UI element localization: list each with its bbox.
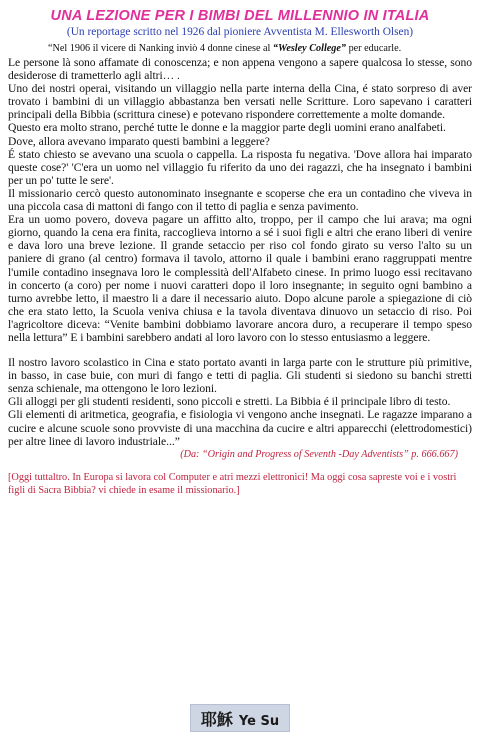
paragraph: Questo era molto strano, perché tutte le donne e la maggior parte degli uomini erano analfabeti. (8, 121, 446, 135)
article-title: UNA LEZIONE PER I BIMBI DEL MILLENNIO IN ITALIA (50, 8, 430, 24)
intro-line (8, 42, 472, 55)
paragraph: Uno dei nostri operai, visitando un villaggio nella parte interna della Cina, é stato sorpreso di aver trovato i bambini di un villaggio abbastanza ben versati nelle Scritture. Loro sapevano i caratteri principali della Bibbia (scrittura cinese) e potevano rispondere correttemente a molte domande. (8, 82, 472, 122)
logo-area (0, 704, 480, 732)
intro-college: “Wesley College” (272, 43, 347, 54)
editor-note: [Oggi tuttaltro. In Europa si lavora col Computer e atri mezzi elettronici! Ma oggi cosa sapreste voi e i vostri figli di Sacra Bibbia? vi chiede in esame il missionario.] (8, 471, 457, 496)
paragraph: Era un uomo povero, doveva pagare un affitto alto, troppo, per il campo che lui arava; ma ogni giorno, quando la cena era finita, raccoglieva intorno a sé i suoi figli e altri che erano liberi di venire e dava loro una breve lezione. Il grande setaccio per riso col fondo girato su verso l'alto su un paniere di grano (al centro) formava il tavolo, attorno il quale i bambini erano raggruppati mentre l'umile contadino insegnava loro le complessità dell'Alfabeto cinese. In primo luogo essi recitavano in concerto (a coro) per nome i nuovi caratteri dopo il loro insegnante; in seguito ogni bambino a turno avrebbe letto, il maestro li a dare il necessario aiuto. Dopo alcune parole a spiegazione di ciò che era stato letto, la Scuola veniva chiusa e la tavola diventava dinuovo un setaccio di riso. Poi l'agricoltore diceva: “Venite bambini dobbiamo lavorare ancora duro, a recuperare il tempo speso nella lettura” E i bambini sarebbero andati al loro lavoro con lo stesso entusiasmo a leggere. (8, 213, 472, 344)
paragraph: Gli alloggi per gli studenti residenti, sono piccoli e stretti. La Bibbia é il principale libro di testo. (8, 395, 451, 409)
logo-chinese: 耶穌 (200, 710, 233, 729)
paragraph: Dove, allora avevano imparato questi bambini a leggere? (8, 134, 270, 148)
paragraph: Il nostro lavoro scolastico in Cina e stato portato avanti in larga parte con le strutture più primitive, in basso, in case buie, con muri di fango e tetti di paglia. Gli studenti si siedono su banchi stretti senza schienale, ma ottengono le loro lezioni. (8, 356, 472, 396)
yesu-logo (190, 704, 290, 732)
logo-latin: Ye Su (238, 714, 280, 729)
paragraph: Gli elementi di aritmetica, geografia, e fisiologia vi vengono anche insegnati. Le ragazze imparano a cucire e alcune scuole sono provviste di una macchina da cucire e altri apparecchi (elettrodomestici) per altre linee di lavoro industriale...” (8, 408, 472, 448)
intro-after: per educarle. (346, 43, 402, 54)
paragraph: Le persone là sono affamate di conoscenza; e non appena vengono a sapere qualcosa lo stesse, sono desiderose di trametterlo agli altri… . (8, 56, 472, 83)
paragraph: Il missionario cercò questo autonominato insegnante e scoperse che era un contadino che viveva in una piccola casa di mattoni di fango con il tetto di paglia e senza pavimento. (8, 186, 472, 214)
paragraph-gap (8, 344, 472, 356)
article-body (8, 56, 472, 448)
article-subtitle: (Un reportage scritto nel 1926 dal pioniere Avventista M. Ellesworth Olsen) (66, 26, 414, 38)
source-citation: (Da: “Origin and Progress of Seventh -Day Adventists” p. 666.667) (180, 448, 458, 460)
paragraph: É stato chiesto se avevano una scuola o cappella. La risposta fu negativa. 'Dove allora hai imparato queste cose?' 'C'era un uomo nel villaggio fu riferito da uno dei ragazzi, che ha insegnato i bambini per un po' tutte le sere'. (8, 147, 472, 187)
intro-before: “Nel 1906 il vicere di Nanking inviò 4 donne cinese al (48, 43, 273, 54)
